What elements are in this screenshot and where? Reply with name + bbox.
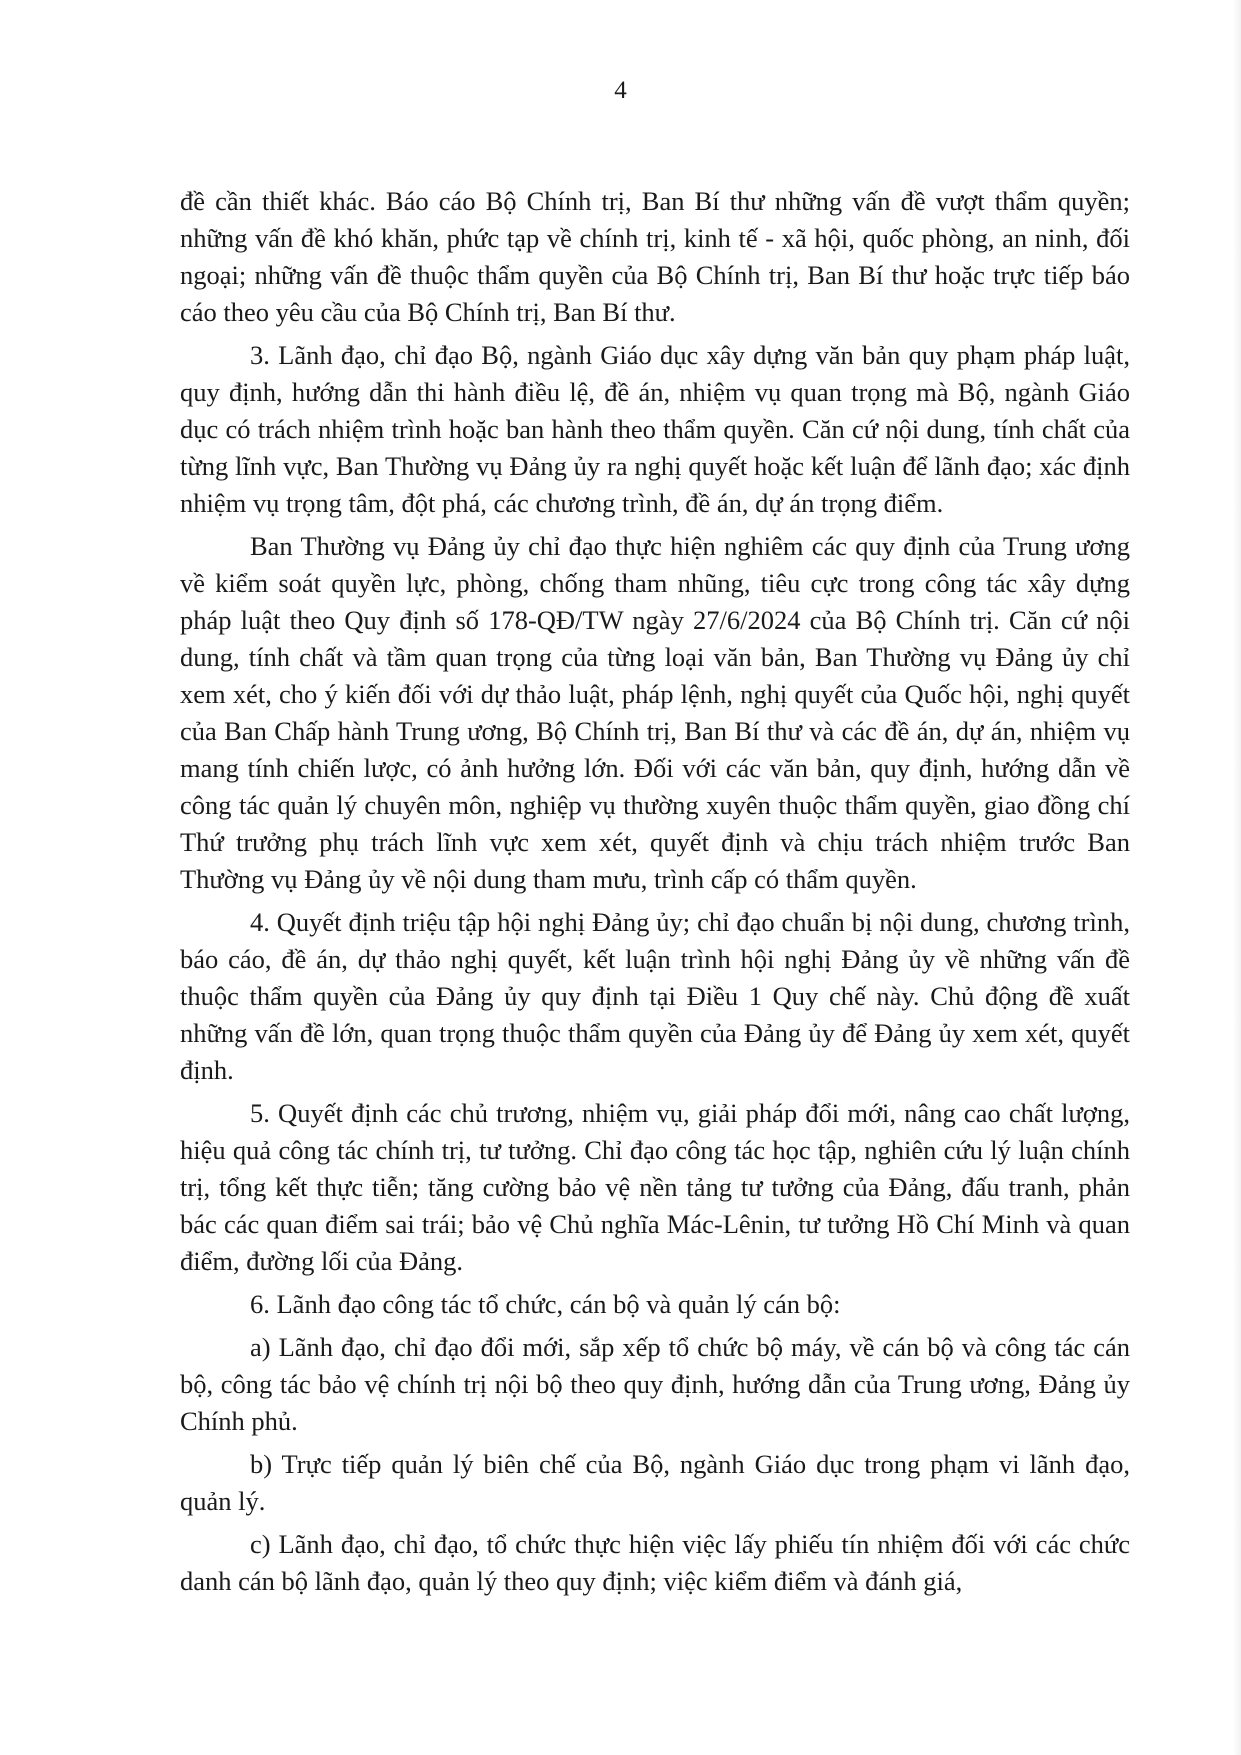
page-number: 4	[614, 77, 627, 104]
paragraph-item-5: 5. Quyết định các chủ trương, nhiệm vụ, giải pháp đổi mới, nâng cao chất lượng, hiệu quả công tác chính trị, tư tưởng. Chỉ đạo công tác học tập, nghiên cứu lý luận chính trị, tổng kết thực tiễn; tăng cường bảo vệ nền tảng tư tưởng của Đảng, đấu tranh, phản bác các quan điểm sai trái; bảo vệ Chủ nghĩa Mác-Lênin, tư tưởng Hồ Chí Minh và quan điểm, đường lối của Đảng.	[180, 1098, 1130, 1276]
paragraph-item-6c: c) Lãnh đạo, chỉ đạo, tổ chức thực hiện việc lấy phiếu tín nhiệm đối với các chức danh cán bộ lãnh đạo, quản lý theo quy định; việc kiểm điểm và đánh giá,	[180, 1529, 1130, 1596]
paragraph-item-3: 3. Lãnh đạo, chỉ đạo Bộ, ngành Giáo dục xây dựng văn bản quy phạm pháp luật, quy định, hướng dẫn thi hành điều lệ, đề án, nhiệm vụ quan trọng mà Bộ, ngành Giáo dục có trách nhiệm trình hoặc ban hành theo thẩm quyền. Căn cứ nội dung, tính chất của từng lĩnh vực, Ban Thường vụ Đảng ủy ra nghị quyết hoặc kết luận để lãnh đạo; xác định nhiệm vụ trọng tâm, đột phá, các chương trình, đề án, dự án trọng điểm.	[180, 340, 1130, 518]
paragraph-item-6a: a) Lãnh đạo, chỉ đạo đổi mới, sắp xếp tổ chức bộ máy, về cán bộ và công tác cán bộ, công tác bảo vệ chính trị nội bộ theo quy định, hướng dẫn của Trung ương, Đảng ủy Chính phủ.	[180, 1332, 1130, 1436]
paragraph-item-6b: b) Trực tiếp quản lý biên chế của Bộ, ngành Giáo dục trong phạm vi lãnh đạo, quản lý.	[180, 1449, 1130, 1516]
scan-edge-shadow	[1233, 0, 1241, 1755]
paragraph-item-4: 4. Quyết định triệu tập hội nghị Đảng ủy; chỉ đạo chuẩn bị nội dung, chương trình, báo cáo, đề án, dự thảo nghị quyết, kết luận trình hội nghị Đảng ủy về những vấn đề thuộc thẩm quyền của Đảng ủy quy định tại Điều 1 Quy chế này. Chủ động đề xuất những vấn đề lớn, quan trọng thuộc thẩm quyền của Đảng ủy để Đảng ủy xem xét, quyết định.	[180, 907, 1130, 1085]
paragraph-item-3-detail: Ban Thường vụ Đảng ủy chỉ đạo thực hiện nghiêm các quy định của Trung ương về kiểm soát quyền lực, phòng, chống tham nhũng, tiêu cực trong công tác xây dựng pháp luật theo Quy định số 178-QĐ/TW ngày 27/6/2024 của Bộ Chính trị. Căn cứ nội dung, tính chất và tầm quan trọng của từng loại văn bản, Ban Thường vụ Đảng ủy chỉ xem xét, cho ý kiến đối với dự thảo luật, pháp lệnh, nghị quyết của Quốc hội, nghị quyết của Ban Chấp hành Trung ương, Bộ Chính trị, Ban Bí thư và các đề án, dự án, nhiệm vụ mang tính chiến lược, có ảnh hưởng lớn. Đối với các văn bản, quy định, hướng dẫn về công tác quản lý chuyên môn, nghiệp vụ thường xuyên thuộc thẩm quyền, giao đồng chí Thứ trưởng phụ trách lĩnh vực xem xét, quyết định và chịu trách nhiệm trước Ban Thường vụ Đảng ủy về nội dung tham mưu, trình cấp có thẩm quyền.	[180, 531, 1130, 894]
paragraph-item-6: 6. Lãnh đạo công tác tổ chức, cán bộ và quản lý cán bộ:	[250, 1289, 841, 1319]
paragraph-continuation: đề cần thiết khác. Báo cáo Bộ Chính trị, Ban Bí thư những vấn đề vượt thẩm quyền; những vấn đề khó khăn, phức tạp về chính trị, kinh tế - xã hội, quốc phòng, an ninh, đối ngoại; những vấn đề thuộc thẩm quyền của Bộ Chính trị, Ban Bí thư hoặc trực tiếp báo cáo theo yêu cầu của Bộ Chính trị, Ban Bí thư.	[180, 186, 1130, 327]
document-body	[180, 183, 1130, 1606]
